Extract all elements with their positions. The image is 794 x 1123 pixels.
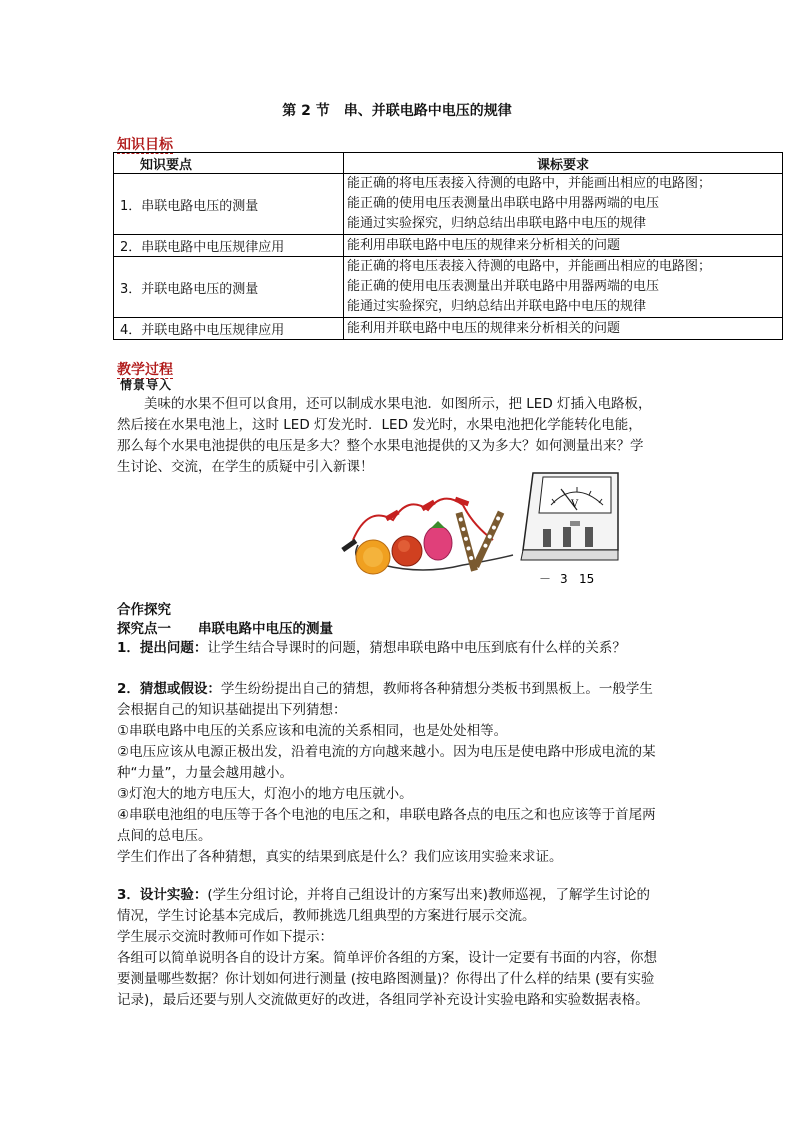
- paragraph-line: 那么每个水果电池提供的电压是多大？整个水果电池提供的又为多大？如何测量出来？学: [117, 438, 644, 454]
- terminal-label: －: [539, 572, 552, 586]
- table-row: [114, 174, 783, 235]
- requirement-line: 能正确的将电压表接入待测的电路中，并能画出相应的电路图；: [347, 176, 712, 191]
- requirement-line: 能通过实验探究，归纳总结出并联电路中电压的规律: [347, 299, 647, 314]
- meter-letter: V: [571, 499, 579, 510]
- table-cell-point: 4．并联电路中电压规律应用: [114, 318, 344, 340]
- requirement-line: 能正确的使用电压表测量出并联电路中用器两端的电压: [347, 279, 660, 294]
- table-cell-requirement: [344, 257, 783, 318]
- table-header-row: [114, 153, 783, 174]
- fruit-battery-figure: [323, 465, 623, 587]
- table-cell-requirement: [344, 318, 783, 340]
- terminal-label: 3: [560, 572, 568, 586]
- step-text: (学生分组讨论，并将自己组设计的方案写出来)教师巡视，了解学生讨论的: [207, 887, 650, 903]
- table-cell-point: 1．串联电路电压的测量: [114, 174, 344, 235]
- table-row: [114, 235, 783, 257]
- paragraph-line: 情况，学生讨论基本完成后，教师挑选几组典型的方案进行展示交流。: [117, 908, 536, 924]
- paragraph-line: ②电压应该从电源正极出发，沿着电流的方向越来越小。因为电压是使电路中形成电流的某: [117, 744, 656, 760]
- table-row: [114, 257, 783, 318]
- terminal-label: 15: [579, 572, 595, 586]
- terminal-negative: [543, 529, 551, 547]
- step-text: 学生纷纷提出自己的猜想，教师将各种猜想分类板书到黑板上。一般学生: [220, 681, 653, 697]
- knowledge-heading: [117, 134, 173, 154]
- fruit-battery-illustration: [323, 465, 623, 587]
- table-cell-point: 3．并联电路电压的测量: [114, 257, 344, 318]
- step-text: 让学生结合导课时的问题，猜想串联电路中电压到底有什么样的关系？: [207, 640, 626, 656]
- inquiry-heading: 合作探究: [117, 602, 171, 618]
- requirement-line: 能利用串联电路中电压的规律来分析相关的问题: [347, 237, 621, 253]
- paragraph-line: ④串联电池组的电压等于各个电池的电压之和，串联电路各点的电压之和也应该等于首尾两: [117, 807, 656, 823]
- paragraph-line: 各组可以简单说明各自的设计方案。简单评价各组的方案，设计一定要有书面的内容，你想: [117, 950, 657, 966]
- table-row: [114, 318, 783, 340]
- paragraph-line: 记录)，最后还要与别人交流做更好的改进，各组同学补充设计实验电路和实验数据表格。: [117, 992, 649, 1008]
- col-header-point: 知识要点: [114, 153, 344, 174]
- table-cell-requirement: [344, 235, 783, 257]
- step-label: 2．猜想或假设：: [117, 681, 221, 697]
- step-label: 1．提出问题：: [117, 640, 208, 656]
- scenario-subheading: 情景导入: [120, 378, 173, 392]
- requirement-line: 能利用并联电路中电压的规律来分析相关的问题: [347, 320, 621, 336]
- paragraph-line: [117, 679, 697, 700]
- requirement-line: 能正确的将电压表接入待测的电路中，并能画出相应的电路图；: [347, 259, 712, 274]
- paragraph-line: 学生们作出了各种猜想，真实的结果到底是什么？我们应该用实验来求证。: [117, 849, 563, 865]
- table-cell-point: 2．串联电路中电压规律应用: [114, 235, 344, 257]
- process-heading-text: 教学过程: [117, 362, 173, 378]
- step1-paragraph: [117, 638, 697, 659]
- paragraph-line: 生讨论、交流，在学生的质疑中引入新课！: [117, 459, 374, 475]
- paragraph-line: 点间的总电压。: [117, 828, 212, 844]
- paragraph-line: 学生展示交流时教师可作如下提示：: [117, 929, 333, 945]
- paragraph-line: 要测量哪些数据？你计划如何进行测量 (按电路图测量)？你得出了什么样的结果 (要有实验: [117, 971, 655, 987]
- knowledge-heading-text: 知识目标: [117, 137, 173, 153]
- step3-paragraph: [117, 885, 697, 1011]
- step-label: 3．设计实验：: [117, 887, 208, 903]
- paragraph-line: [117, 885, 697, 906]
- table-cell-requirement: [344, 174, 783, 235]
- paragraph-line: 种“力量”，力量会越用越小。: [117, 765, 293, 781]
- terminal-3: [563, 527, 571, 547]
- inquiry-point-label: 探究点一 串联电路中电压的测量: [117, 621, 333, 637]
- paragraph-line: 会根据自己的知识基础提出下列猜想：: [117, 702, 347, 718]
- knowledge-table: [113, 152, 783, 340]
- step2-paragraph: [117, 679, 697, 868]
- requirement-line: 能正确的使用电压表测量出串联电路中用器两端的电压: [347, 196, 660, 211]
- paragraph-line: 然后接在水果电池上，这时 LED 灯发光时．LED 发光时，水果电池把化学能转化电能，: [117, 417, 642, 433]
- requirement-line: 能通过实验探究，归纳总结出串联电路中电压的规律: [347, 216, 647, 231]
- page-title: 第 2 节 串、并联电路中电压的规律: [282, 103, 512, 119]
- paragraph-line: ①串联电路中电压的关系应该和电流的关系相同，也是处处相等。: [117, 723, 508, 739]
- paragraph-line: [117, 638, 697, 659]
- terminal-15: [585, 527, 593, 547]
- paragraph-line: ③灯泡大的地方电压大，灯泡小的地方电压就小。: [117, 786, 413, 802]
- paragraph-line: 美味的水果不但可以食用，还可以制成水果电池．如图所示，把 LED 灯插入电路板，: [117, 396, 652, 412]
- col-header-requirement: 课标要求: [344, 153, 783, 174]
